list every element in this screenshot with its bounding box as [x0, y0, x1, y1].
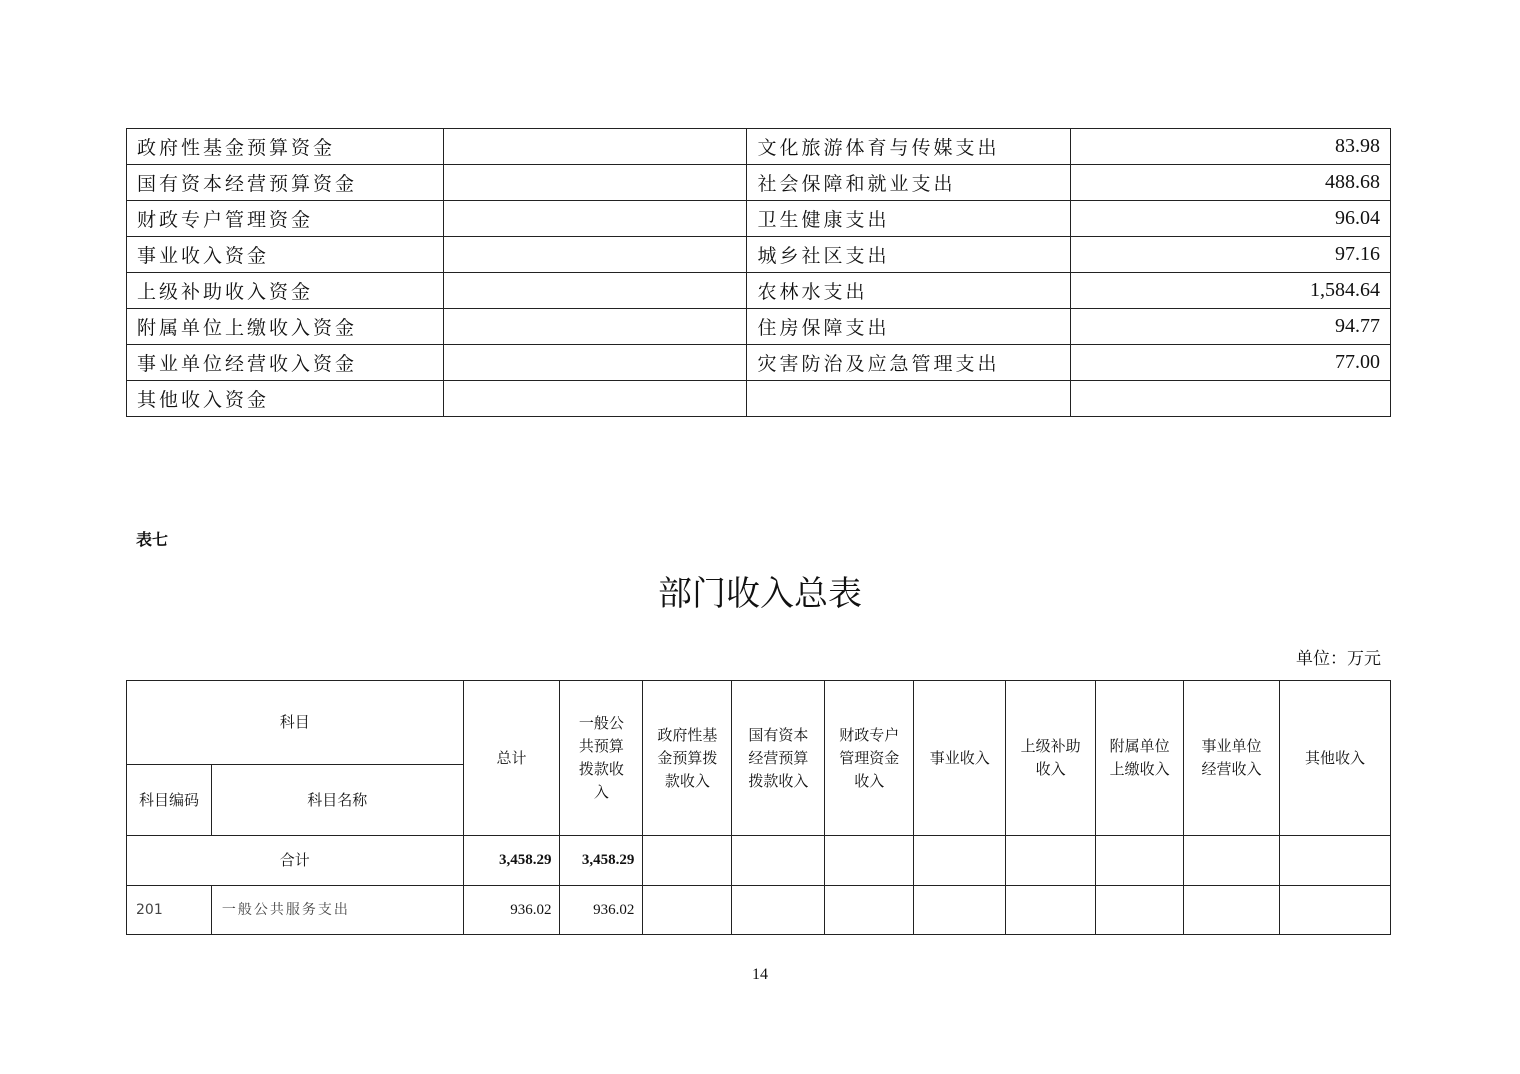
table-cell: [1006, 836, 1096, 886]
header-state-capital-text: 国有资本经营预算拨款收入: [748, 725, 809, 790]
funding-source-label: 政府性基金预算资金: [127, 129, 444, 165]
header-gov-fund-text: 政府性基金预算拨款收入: [657, 725, 718, 790]
funding-source-label: 财政专户管理资金: [127, 201, 444, 237]
header-subject-name: 科目名称: [211, 765, 463, 836]
header-special-account: [825, 681, 914, 836]
table-cell: [1280, 836, 1391, 886]
page-title: 部门收入总表: [658, 574, 862, 614]
funding-table-row: [127, 273, 1391, 309]
funding-table-row: [127, 165, 1391, 201]
funding-table-row: [127, 309, 1391, 345]
row-name: 一般公共服务支出: [211, 886, 463, 935]
header-operating-text: 事业单位经营收入: [1201, 737, 1262, 778]
expense-amount: 77.00: [1071, 345, 1391, 381]
funding-table-row: [127, 201, 1391, 237]
table-cell: [825, 836, 914, 886]
funding-source-value: [443, 237, 747, 273]
expense-amount: 96.04: [1071, 201, 1391, 237]
expense-amount: 97.16: [1071, 237, 1391, 273]
header-business: 事业收入: [914, 681, 1006, 836]
table-cell: [732, 836, 825, 886]
expense-category-label: 城乡社区支出: [747, 237, 1071, 273]
expense-amount: [1071, 381, 1391, 417]
funding-source-value: [443, 201, 747, 237]
expense-category-label: 住房保障支出: [747, 309, 1071, 345]
funding-source-value: [443, 309, 747, 345]
expense-amount: 94.77: [1071, 309, 1391, 345]
funding-source-value: [443, 345, 747, 381]
expense-category-label: [747, 381, 1071, 417]
table-cell: [825, 886, 914, 935]
header-operating: [1184, 681, 1280, 836]
header-gov-fund: [643, 681, 732, 836]
header-affiliated-text: 附属单位上缴收入: [1109, 737, 1170, 778]
header-subject: 科目: [127, 681, 464, 765]
funding-sources-table: [126, 128, 1391, 417]
row-code: 201: [127, 886, 212, 935]
table-cell: [914, 886, 1006, 935]
page-number: 14: [752, 966, 768, 983]
table-cell: [1006, 886, 1096, 935]
funding-source-label: 国有资本经营预算资金: [127, 165, 444, 201]
total-row-label: 合计: [127, 836, 464, 886]
header-other: 其他收入: [1280, 681, 1391, 836]
table-cell: [1096, 836, 1184, 886]
header-general-budget: [560, 681, 643, 836]
funding-source-label: 事业单位经营收入资金: [127, 345, 444, 381]
expense-category-label: 灾害防治及应急管理支出: [747, 345, 1071, 381]
table-cell: [1184, 886, 1280, 935]
funding-source-value: [443, 165, 747, 201]
table-cell: [643, 886, 732, 935]
expense-amount: 83.98: [1071, 129, 1391, 165]
funding-source-label: 其他收入资金: [127, 381, 444, 417]
expense-category-label: 卫生健康支出: [747, 201, 1071, 237]
table-cell: [643, 836, 732, 886]
expense-amount: 488.68: [1071, 165, 1391, 201]
expense-category-label: 社会保障和就业支出: [747, 165, 1071, 201]
table-label: 表七: [136, 530, 169, 549]
table-cell: [1184, 836, 1280, 886]
total-row-general-budget: 3,458.29: [560, 836, 643, 886]
funding-table-row: [127, 129, 1391, 165]
expense-amount: 1,584.64: [1071, 273, 1391, 309]
header-superior-subsidy-text: 上级补助收入: [1020, 737, 1081, 778]
header-superior-subsidy: [1006, 681, 1096, 836]
funding-source-value: [443, 273, 747, 309]
table-cell: [1280, 886, 1391, 935]
unit-label: 单位：万元: [1296, 649, 1381, 669]
funding-table-row: [127, 381, 1391, 417]
table-cell: [732, 886, 825, 935]
row-general-budget: 936.02: [560, 886, 643, 935]
header-affiliated: [1096, 681, 1184, 836]
funding-source-value: [443, 129, 747, 165]
total-row-total: 3,458.29: [463, 836, 560, 886]
expense-category-label: 文化旅游体育与传媒支出: [747, 129, 1071, 165]
funding-source-value: [443, 381, 747, 417]
department-income-table: [126, 680, 1391, 935]
header-total: 总计: [463, 681, 560, 836]
funding-table-row: [127, 237, 1391, 273]
funding-table-row: [127, 345, 1391, 381]
funding-source-label: 事业收入资金: [127, 237, 444, 273]
header-general-budget-text: 一般公共预算拨款收入: [578, 714, 624, 801]
header-special-account-text: 财政专户管理资金收入: [839, 725, 900, 790]
table-cell: [1096, 886, 1184, 935]
row-total: 936.02: [463, 886, 560, 935]
funding-source-label: 上级补助收入资金: [127, 273, 444, 309]
expense-category-label: 农林水支出: [747, 273, 1071, 309]
header-subject-code: 科目编码: [127, 765, 212, 836]
header-state-capital: [732, 681, 825, 836]
funding-source-label: 附属单位上缴收入资金: [127, 309, 444, 345]
table-cell: [914, 836, 1006, 886]
